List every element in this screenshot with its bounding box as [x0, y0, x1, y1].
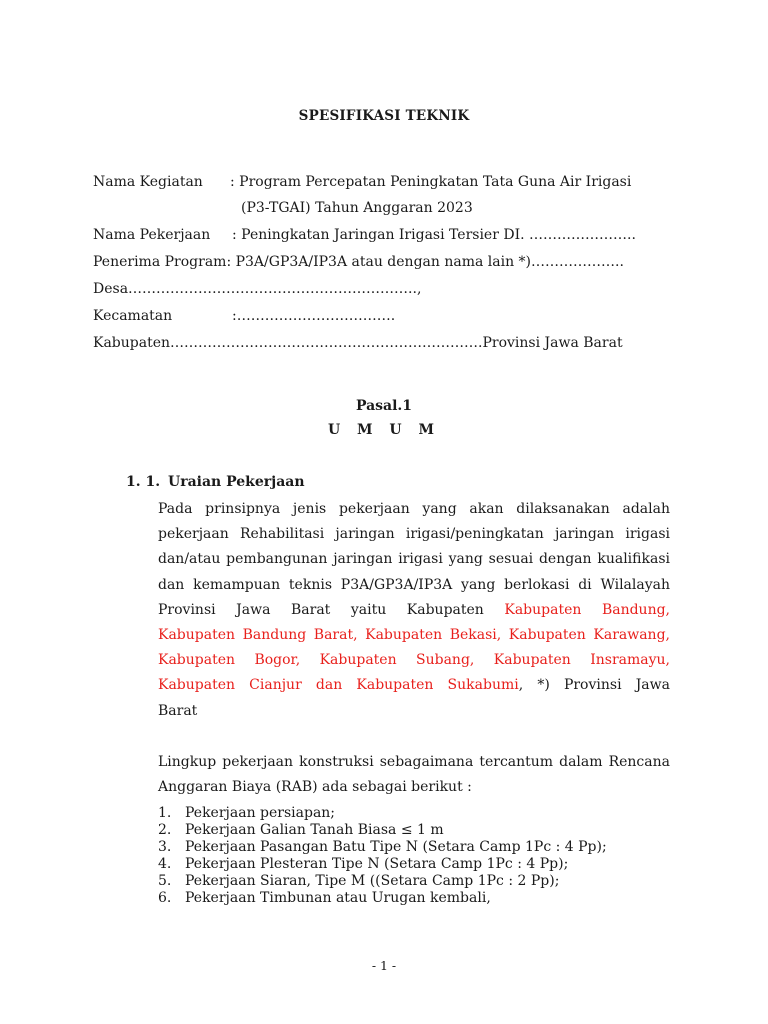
highlighted-kabupaten: Kabupaten Bandung, [504, 601, 671, 618]
paragraph-line [158, 598, 670, 623]
highlighted-kabupaten: Kabupaten Bandung Barat, Kabupaten Bekasi, Kabupaten Karawang, [158, 626, 670, 643]
list-number: 3. [158, 839, 172, 855]
pekerjaan-value: : Peningkatan Jaringan Irigasi Tersier DI. ………………….. [232, 227, 636, 243]
pasal-number: Pasal.1 [355, 398, 413, 414]
kegiatan-value: : Program Percepatan Peningkatan Tata Guna Air Irigasi [230, 174, 632, 190]
pekerjaan-label: Nama Pekerjaan [93, 227, 211, 243]
document-title: SPESIFIKASI TEKNIK [298, 108, 470, 124]
list-text: Pekerjaan persiapan; [185, 805, 336, 821]
list-item [158, 890, 491, 906]
desa-line: Desa…………………………………………………….., [93, 281, 422, 297]
list-item [158, 805, 335, 821]
list-number: 6. [158, 890, 172, 906]
list-text: Pekerjaan Plesteran Tipe N (Setara Camp 1Pc : 4 Pp); [185, 856, 569, 872]
list-item [158, 822, 444, 838]
penerima-program-line: Penerima Program: P3A/GP3A/IP3A atau dengan nama lain *)……………….. [93, 254, 624, 270]
kecamatan-label: Kecamatan [93, 308, 173, 324]
list-number: 5. [158, 873, 172, 889]
kecamatan-value: :……………………………. [232, 308, 396, 324]
paragraph-line: dan kemampuan teknis P3A/GP3A/IP3A yang berlokasi di Wilalayah [158, 576, 670, 593]
paragraph-text: Provinsi Jawa Barat yaitu Kabupaten [158, 601, 484, 618]
paragraph-line: Barat [158, 702, 198, 719]
kegiatan-label: Nama Kegiatan [93, 174, 203, 190]
kabupaten-line: Kabupaten………………………………………………………….Provinsi Jawa Barat [93, 335, 623, 351]
list-text: Pekerjaan Galian Tanah Biasa ≤ 1 m [185, 822, 444, 838]
paragraph-line: Lingkup pekerjaan konstruksi sebagaimana tercantum dalam Rencana [158, 754, 670, 770]
paragraph-lingkup [158, 750, 670, 800]
highlighted-kabupaten: Kabupaten Bogor, Kabupaten Subang, Kabupaten Insramayu, [158, 652, 670, 669]
list-number: 1. [158, 805, 172, 821]
highlighted-kabupaten: Kabupaten Cianjur dan Kabupaten Sukabumi [158, 677, 519, 694]
list-number: 4. [158, 856, 172, 872]
paragraph-line: Anggaran Biaya (RAB) ada sebagai berikut : [158, 779, 472, 796]
list-text: Pekerjaan Siaran, Tipe M ((Setara Camp 1Pc : 2 Pp); [185, 873, 560, 889]
paragraph-line [158, 673, 670, 698]
paragraph-line: Pada prinsipnya jenis pekerjaan yang akan dilaksanakan adalah [158, 501, 670, 517]
pasal-heading: U M U M [327, 422, 441, 438]
list-text: Pekerjaan Timbunan atau Urugan kembali, [185, 890, 491, 906]
kegiatan-value-continued: (P3-TGAI) Tahun Anggaran 2023 [241, 200, 473, 216]
section-number: 1. 1. [126, 474, 161, 490]
list-item [158, 856, 568, 872]
section-title: Uraian Pekerjaan [168, 474, 305, 490]
list-number: 2. [158, 822, 172, 838]
paragraph-text: , *) Provinsi Jawa [518, 677, 670, 694]
list-text: Pekerjaan Pasangan Batu Tipe N (Setara Camp 1Pc : 4 Pp); [185, 839, 607, 855]
paragraph-uraian [158, 497, 670, 724]
paragraph-line: dan/atau pembangunan jaringan irigasi yang sesuai dengan kualifikasi [158, 551, 670, 568]
list-item [158, 839, 607, 855]
page-number: - 1 - [371, 958, 397, 973]
paragraph-line: pekerjaan Rehabilitasi jaringan irigasi/peningkatan jaringan irigasi [158, 526, 670, 543]
list-item [158, 873, 559, 889]
